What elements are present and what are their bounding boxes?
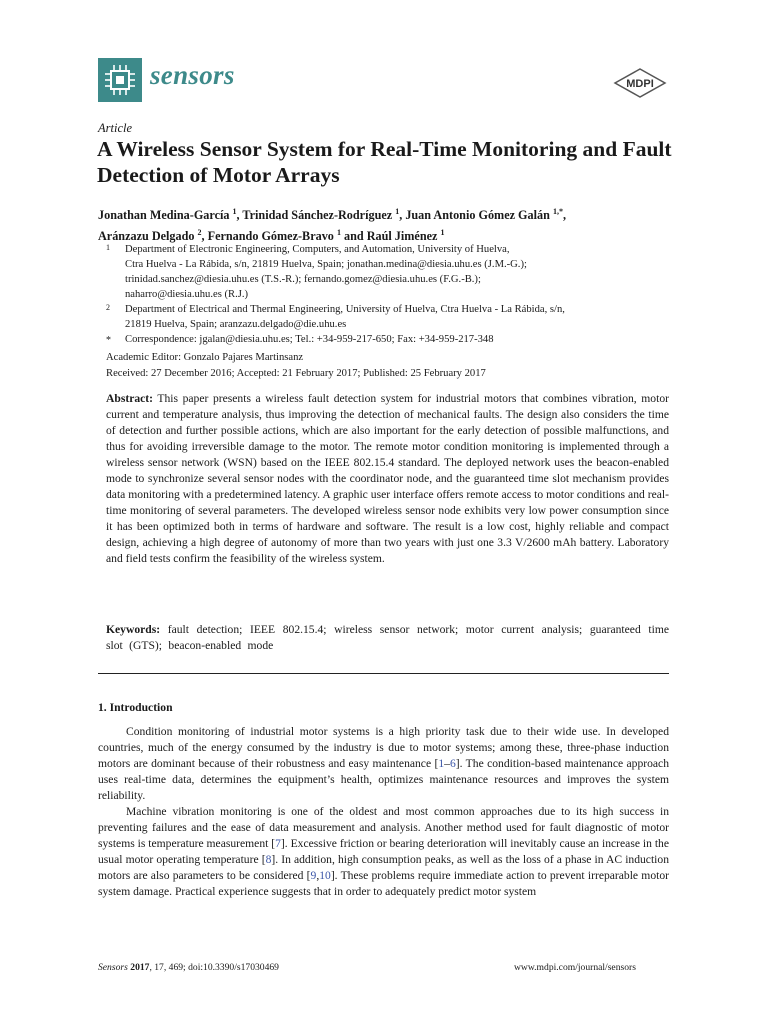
author-list: Jonathan Medina-García $^1$, Trinidad Sánchez-Rodríguez $^1$, Juan Antonio Gómez Galán $^{1,*}$, Aránzazu Delgado $^2$, Fernando Gómez-Bravo $^1$ and Raúl Jiménez $^1$	[98, 207, 566, 244]
journal-name: sensors	[150, 60, 235, 90]
footer-doi: , 17, 469; doi:10.3390/s17030469	[149, 962, 279, 973]
publication-dates: Received: 27 December 2016; Accepted: 21 February 2017; Published: 25 February 2017	[106, 367, 486, 379]
citation-link[interactable]: 9	[310, 869, 317, 882]
author-affiliation: 1	[336, 228, 341, 238]
affiliation-number: 1	[106, 243, 110, 252]
article-type: Article	[98, 121, 133, 135]
author-affiliation: 1,*	[552, 207, 563, 216]
keywords	[106, 622, 669, 654]
footer-year: 2017	[130, 962, 150, 973]
affiliation-line: Department of Electronic Engineering, Computers, and Automation, University of Huelva,	[125, 244, 510, 255]
mdpi-logo	[612, 68, 668, 98]
citation-link[interactable]: 7	[275, 837, 281, 850]
academic-editor: Academic Editor: Gonzalo Pajares Martinsanz	[106, 352, 304, 363]
affiliation-line: 21819 Huelva, Spain; aranzazu.delgado@die.uhu.es	[125, 319, 347, 330]
author: Trinidad Sánchez-Rodríguez	[242, 208, 393, 223]
author: Aránzazu Delgado	[98, 229, 195, 244]
author-affiliation: 1	[232, 207, 237, 216]
section-heading: 1. Introduction	[98, 701, 173, 714]
footer-citation	[98, 962, 279, 973]
author: Raúl Jiménez	[366, 229, 438, 244]
affiliation-line: Department of Electrical and Thermal Engineering, University of Huelva, Ctra Huelva - La Rábida, s/n,	[125, 304, 565, 315]
citation-link[interactable]: 6	[449, 757, 456, 770]
citation-link[interactable]: 1	[438, 757, 445, 770]
author: Jonathan Medina-García	[98, 208, 230, 223]
keywords-text: fault detection; IEEE 802.15.4; wireless sensor network; motor current analysis; guaranteed time slot (GTS); beacon-enabled mode	[106, 623, 669, 652]
correspondence-line: Correspondence: jgalan@diesia.uhu.es; Tel.: +34-959-217-650; Fax: +34-959-217-348	[125, 334, 494, 345]
correspondence	[106, 332, 676, 347]
author-affiliation: 2	[197, 228, 202, 238]
paper-title: A Wireless Sensor System for Real-Time Monitoring and Fault Detection of Motor Arrays	[97, 137, 672, 187]
keywords-label: Keywords:	[106, 623, 161, 636]
affiliation	[106, 242, 676, 302]
abstract	[106, 391, 669, 567]
publication-info	[106, 350, 486, 381]
section-divider	[98, 673, 669, 674]
citation-link[interactable]: 10	[319, 869, 331, 882]
abstract-label: Abstract:	[106, 392, 154, 405]
footer-journal: Sensors	[98, 962, 128, 973]
journal-logo	[98, 58, 142, 102]
mdpi-logo-text: MDPI	[626, 78, 654, 90]
author-affiliation: 1	[395, 207, 400, 216]
sensors-chip-icon	[98, 58, 142, 102]
paragraph: Condition monitoring of industrial motor systems is a high priority task due to their wide use. In developed countries, much of the energy consumed by the industry is due to motor systems; among these, three-phase induction motors are dominant because of their robustness and easy maintenance [1–6]. The condition-based maintenance approach uses real-time data, determines the equipment’s health, optimizes maintenance resources and improves the system reliability.	[98, 725, 669, 802]
author: Juan Antonio Gómez Galán	[405, 208, 550, 223]
affiliation	[106, 302, 676, 332]
author-affiliation: 1	[440, 228, 445, 238]
author: Fernando Gómez-Bravo	[207, 229, 334, 244]
paragraph: Machine vibration monitoring is one of the oldest and most common approaches due to its high success in preventing failures and the ease of data measurement and analysis. Another method used for fault diagnostic of motor systems is temperature measurement [7]. Excessive friction or bearing deterioration will inevitably cause an increase in the usual motor operating temperature [8]. In addition, high consumption peaks, as well as the loss of a phase in AC induction motors are also parameters to be considered [9,10]. These problems require immediate action to prevent irreparable motor system damage. Practical experience suggests that in order to adequately predict motor system	[98, 805, 669, 898]
affiliation-number: 2	[106, 303, 110, 312]
footer-url[interactable]: www.mdpi.com/journal/sensors	[514, 962, 636, 973]
introduction-body	[98, 724, 669, 900]
affiliation-line: naharro@diesia.uhu.es (R.J.)	[125, 289, 249, 300]
correspondence-marker: *	[106, 335, 111, 346]
abstract-text: This paper presents a wireless fault detection system for industrial motors that combines vibration, motor current and temperature analysis, thus improving the detection of mechanical faults. The design also considers the time of detection and further possible actions, which are also important for the early detection of possible malfunctions, and thus for avoiding irreversible damage to the motor. The remote motor condition monitoring is implemented through a wireless sensor network (WSN) based on the IEEE 802.15.4 standard. The deployed network uses the beacon-enabled mode to synchronize several sensor nodes with the coordinator node, and the guaranteed time slot mechanism provides data monitoring with a predetermined latency. A graphic user interface offers remote access to motor conditions and real-time monitoring of several parameters. The developed wireless sensor node exhibits very low power consumption since it has been optimized both in terms of hardware and software. The result is a low cost, highly reliable and compact design, achieving a high degree of autonomy of more than two years with just one 3.3 V/2600 mAh battery. Laboratory and field tests confirm the feasibility of the wireless system.	[106, 392, 669, 565]
affiliation-line: Ctra Huelva - La Rábida, s/n, 21819 Huelva, Spain; jonathan.medina@diesia.uhu.es (J.M.-G.);	[125, 259, 527, 270]
affiliation-line: trinidad.sanchez@diesia.uhu.es (T.S.-R.); fernando.gomez@diesia.uhu.es (F.G.-B.);	[125, 274, 481, 285]
citation-link[interactable]: 8	[265, 853, 272, 866]
